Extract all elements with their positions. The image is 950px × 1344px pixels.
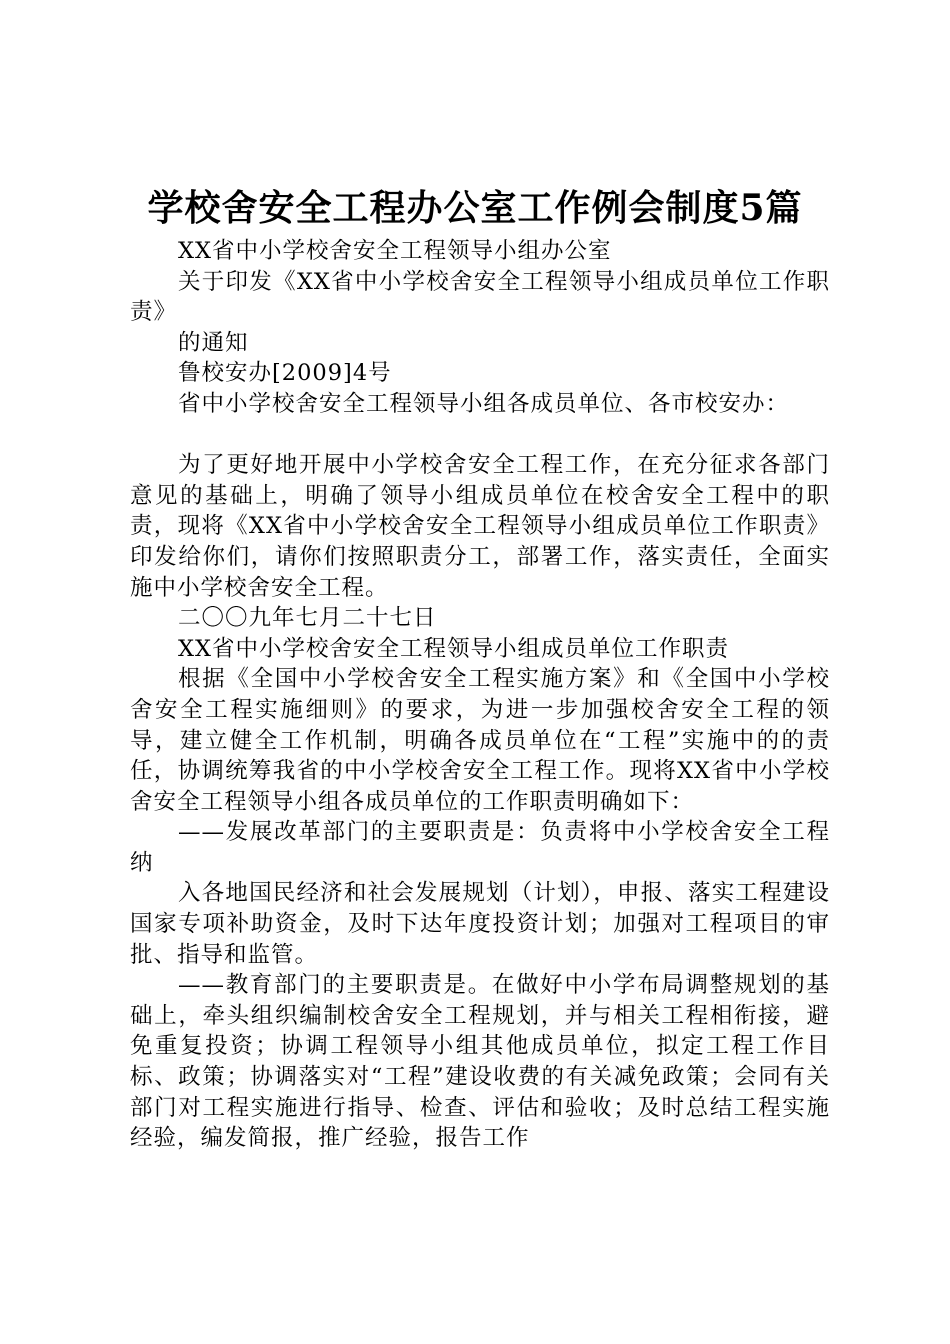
section-heading: XX省中小学校舍安全工程领导小组成员单位工作职责 xyxy=(178,635,730,662)
paragraph-gap xyxy=(130,420,830,451)
issuing-office: XX省中小学校舍安全工程领导小组办公室 xyxy=(178,238,612,264)
document-title: 学校舍安全工程办公室工作例会制度5篇 xyxy=(147,187,803,229)
document-body xyxy=(130,236,830,1154)
recipients: 省中小学校舍安全工程领导小组各成员单位、各市校安办： xyxy=(178,390,790,417)
duty-development-reform: ——发展改革部门的主要职责是：负责将中小学校舍安全工程纳 xyxy=(130,819,830,876)
section-intro: 根据《全国中小学校舍安全工程实施方案》和《全国中小学校舍安全工程实施细则》的要求，为进一步加强校舍安全工程的领导，建立健全工作机制，明确各成员单位在“工程”实施中的的责任，协调统筹我省的中小学校舍安全工程工作。现将XX省中小学校舍安全工程领导小组各成员单位的工作职责明确如下： xyxy=(130,666,830,815)
notice-subject-suffix: 的通知 xyxy=(178,329,249,356)
notice-body: 为了更好地开展中小学校舍安全工程工作，在充分征求各部门意见的基础上，明确了领导小组成员单位在校舍安全工程中的职责，现将《XX省中小学校舍安全工程领导小组成员单位工作职责》印发给你们，请你们按照职责分工，部署工作，落实责任，全面实施中小学校舍安全工程。 xyxy=(130,452,830,601)
document-number: 鲁校安办[2009]4号 xyxy=(178,360,392,387)
notice-date: 二〇〇九年七月二十七日 xyxy=(178,605,437,632)
duty-development-reform-cont: 入各地国民经济和社会发展规划（计划），申报、落实工程建设国家专项补助资金，及时下达年度投资计划；加强对工程项目的审批、指导和监管。 xyxy=(130,880,830,968)
notice-subject: 关于印发《XX省中小学校舍安全工程领导小组成员单位工作职责》 xyxy=(130,268,830,326)
duty-education: ——教育部门的主要职责是。在做好中小学布局调整规划的基础上，牵头组织编制校舍安全工程规划，并与相关工程相衔接，避免重复投资；协调工程领导小组其他成员单位，拟定工程工作目标、政策；协调落实对“工程”建设收费的有关减免政策；会同有关部门对工程实施进行指导、检查、评估和验收；及时总结工程实施经验，编发简报，推广经验，报告工作 xyxy=(130,972,830,1152)
